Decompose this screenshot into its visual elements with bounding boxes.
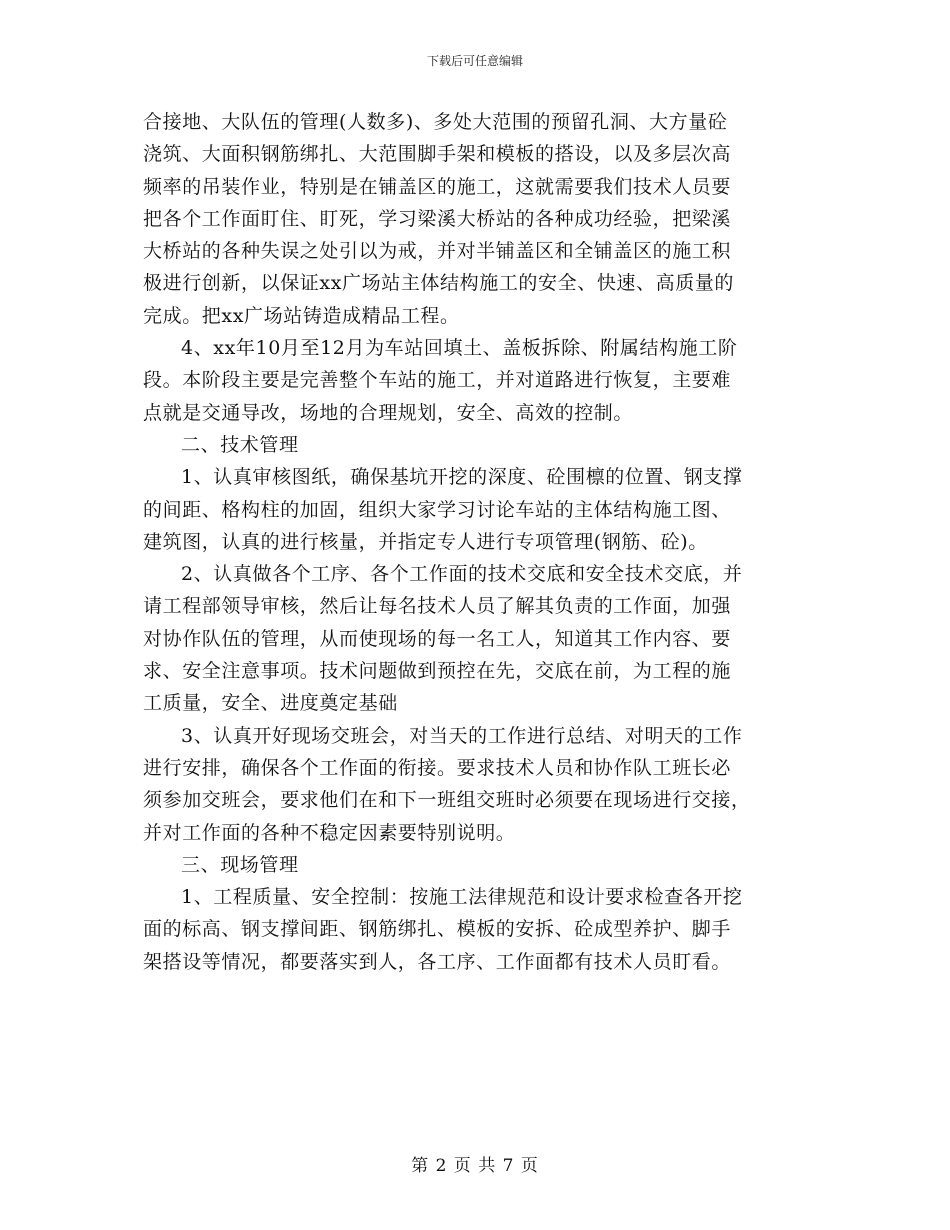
- text-line: 请工程部领导审核，然后让每名技术人员了解其负责的工作面，加强: [143, 595, 732, 618]
- text-line: 3、认真开好现场交班会，对当天的工作进行总结、对明天的工作: [181, 724, 743, 747]
- text-line: 并对工作面的各种不稳定因素要特别说明。: [143, 821, 516, 844]
- text-line: 大桥站的各种失误之处引以为戒，并对半铺盖区和全铺盖区的施工积: [143, 240, 732, 263]
- text-line: 4、xx年10月至12月为车站回填土、盖板拆除、附属结构施工阶: [181, 337, 738, 360]
- text-line: 面的标高、钢支撑间距、钢筋绑扎、模板的安拆、砼成型养护、脚手: [143, 918, 732, 941]
- text-line: 点就是交通导改，场地的合理规划，安全、高效的控制。: [143, 401, 634, 424]
- text-line: 进行安排，确保各个工作面的衔接。要求技术人员和协作队工班长必: [143, 756, 732, 779]
- document-body: [143, 106, 808, 978]
- text-line: 段。本阶段主要是完善整个车站的施工，并对道路进行恢复，主要难: [143, 369, 732, 392]
- text-line: 频率的吊装作业，特别是在铺盖区的施工，这就需要我们技术人员要: [143, 175, 732, 198]
- text-line: 把各个工作面盯住、盯死，学习梁溪大桥站的各种成功经验，把梁溪: [143, 207, 732, 230]
- text-line: 建筑图，认真的进行核量，并指定专人进行专项管理(钢筋、砼)。: [143, 530, 708, 553]
- text-line: 1、认真审核图纸，确保基坑开挖的深度、砼围檩的位置、钢支撑: [181, 466, 743, 489]
- page-header: 下载后可任意编辑: [426, 54, 523, 68]
- text-line: 完成。把xx广场站铸造成精品工程。: [143, 304, 460, 327]
- text-line: 二、技术管理: [181, 433, 299, 456]
- text-line: 架搭设等情况，都要落实到人，各工序、工作面都有技术人员盯看。: [143, 950, 732, 973]
- text-line: 对协作队伍的管理，从而使现场的每一名工人，知道其工作内容、要: [143, 627, 732, 650]
- text-line: 工质量，安全、进度奠定基础: [143, 692, 398, 715]
- page-footer: 第 2 页 共 7 页: [411, 1156, 539, 1176]
- text-line: 1、工程质量、安全控制：按施工法律规范和设计要求检查各开挖: [181, 886, 743, 909]
- text-line: 求、安全注意事项。技术问题做到预控在先，交底在前，为工程的施: [143, 660, 732, 683]
- text-line: 的间距、格构柱的加固，组织大家学习讨论车站的主体结构施工图、: [143, 498, 732, 521]
- text-line: 合接地、大队伍的管理(人数多)、多处大范围的预留孔洞、大方量砼: [143, 111, 728, 133]
- text-line: 2、认真做各个工序、各个工作面的技术交底和安全技术交底，并: [181, 563, 743, 586]
- text-line: 三、现场管理: [181, 853, 299, 876]
- text-line: 须参加交班会，要求他们在和下一班组交班时必须要在现场进行交接，: [143, 789, 751, 812]
- text-line: 浇筑、大面积钢筋绑扎、大范围脚手架和模板的搭设，以及多层次高: [143, 143, 732, 166]
- text-line: 极进行创新，以保证xx广场站主体结构施工的安全、快速、高质量的: [143, 272, 735, 295]
